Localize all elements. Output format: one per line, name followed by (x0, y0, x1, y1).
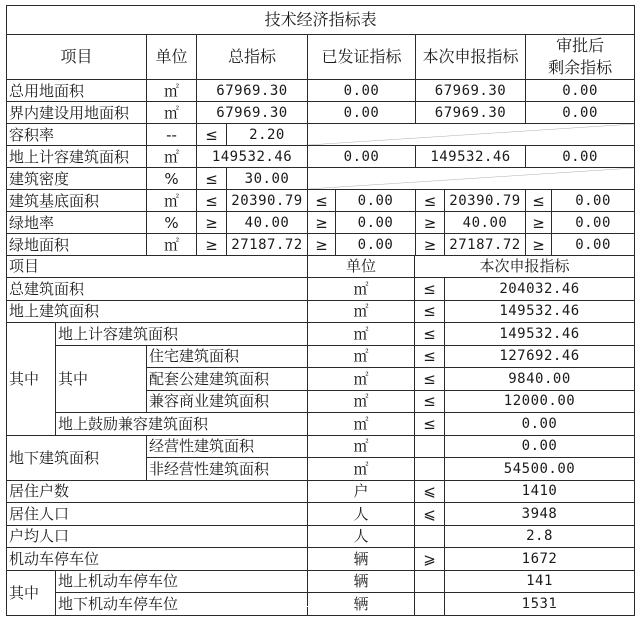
table-row: 容积率 -- ≤ 2.20 (7, 124, 635, 146)
table-row: 界内建设用地面积 ㎡ 67969.30 0.00 67969.30 0.00 (7, 102, 635, 124)
table-row: 其中 住宅建筑面积 ㎡ ≤ 127692.46 (7, 345, 635, 368)
table-row: 其中 地上计容建筑面积 ㎡ ≤ 149532.46 (7, 323, 635, 346)
bottom-header-row: 项目 单位 本次申报指标 (7, 255, 635, 278)
group-label: 其中 (56, 345, 147, 413)
indicator-table (6, 5, 635, 256)
table-row: 总建筑面积 ㎡ ≤ 204032.46 (7, 278, 635, 301)
table-row: 地下机动车停车位 辆 1531 (7, 593, 635, 616)
table-row: 居住人口 人 ⩽ 3948 (7, 503, 635, 526)
table-row: 兼容商业建筑面积 ㎡ ≤ 12000.00 (7, 390, 635, 413)
strikethrough-cell (308, 168, 635, 190)
group-label: 地下建筑面积 (7, 435, 147, 480)
table-row: 其中 地上机动车停车位 辆 141 (7, 570, 635, 593)
top-header-row (7, 35, 635, 80)
table-row: 总用地面积 ㎡ 67969.30 0.00 67969.30 0.00 (7, 80, 635, 102)
group-label: 其中 (7, 570, 56, 615)
table-row: 地上计容建筑面积 ㎡ 149532.46 0.00 149532.46 0.00 (7, 146, 635, 168)
table-row: 绿地面积 ㎡ ≥ 27187.72 ≥ 0.00 ≥ 27187.72 ≥ 0.00 (7, 234, 635, 256)
table-row: 建筑密度 % ≤ 30.00 (7, 168, 635, 190)
tech-econ-indicator-sheet (6, 5, 634, 616)
table-row: 地上建筑面积 ㎡ ≤ 149532.46 (7, 300, 635, 323)
table-title: 技术经济指标表 (7, 6, 635, 35)
header-current: 本次申报指标 (416, 35, 526, 80)
building-area-table (6, 255, 635, 616)
watermark-overlay (280, 606, 630, 607)
header-item: 项目 (7, 35, 147, 80)
table-row: 建筑基底面积 ㎡ ≤ 20390.79 ≤ 0.00 ≤ 20390.79 ≤ 0.00 (7, 190, 635, 212)
group-label: 其中 (7, 323, 56, 436)
table-row: 地上鼓励兼容建筑面积 ㎡ ≤ 0.00 (7, 413, 635, 436)
header-issued: 已发证指标 (308, 35, 416, 80)
table-row: 居住户数 户 ⩽ 1410 (7, 480, 635, 503)
table-row: 户均人口 人 2.8 (7, 525, 635, 548)
table-row: 绿地率 % ≥ 40.00 ≥ 0.00 ≥ 40.00 ≥ 0.00 (7, 212, 635, 234)
header-remaining: 审批后 剩余指标 (526, 35, 635, 80)
table-row: 地下建筑面积 经营性建筑面积 ㎡ 0.00 (7, 435, 635, 458)
table-row: 配套公建建筑面积 ㎡ ≤ 9840.00 (7, 368, 635, 391)
header-total: 总指标 (197, 35, 308, 80)
header-unit: 单位 (147, 35, 197, 80)
table-row: 非经营性建筑面积 ㎡ 54500.00 (7, 458, 635, 481)
table-row: 机动车停车位 辆 ⩾ 1672 (7, 548, 635, 571)
strikethrough-cell (308, 124, 635, 146)
